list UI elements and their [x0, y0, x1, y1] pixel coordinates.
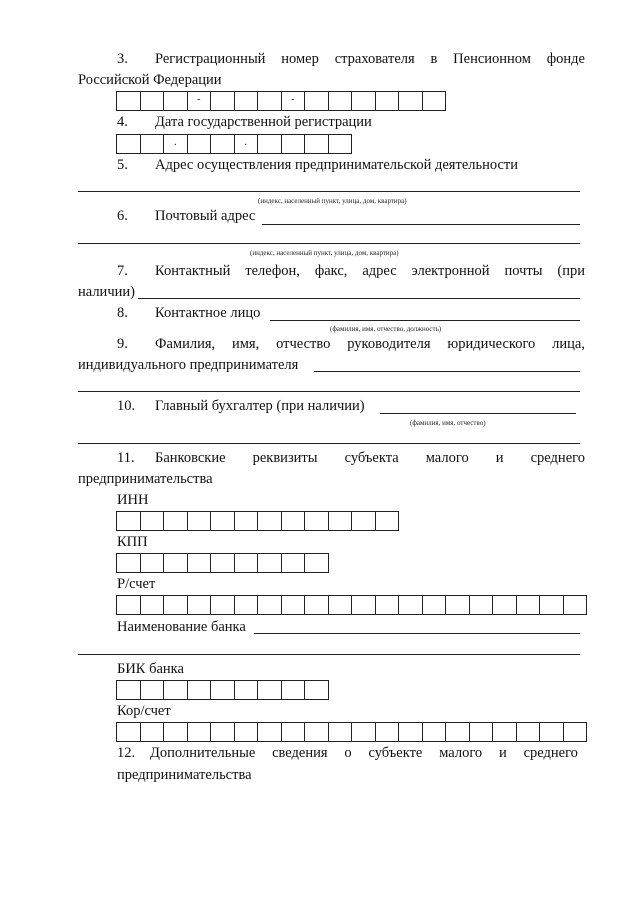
rs-label: Р/счет: [117, 576, 156, 592]
postal-address-line-2[interactable]: [78, 243, 580, 244]
input-cell[interactable]: [187, 553, 212, 573]
input-cell[interactable]: .: [234, 134, 259, 154]
inn-grid[interactable]: [116, 511, 399, 531]
bank-name-line-1[interactable]: [254, 633, 580, 634]
s9-word: Фамилия,: [155, 336, 216, 352]
input-cell[interactable]: [234, 91, 259, 111]
settlement-account-grid[interactable]: [116, 595, 587, 615]
input-cell[interactable]: [140, 91, 165, 111]
input-cell[interactable]: -: [187, 91, 212, 111]
input-cell[interactable]: [234, 722, 259, 742]
s3-word: Регистрационный: [155, 51, 266, 67]
input-cell[interactable]: [210, 511, 235, 531]
input-cell[interactable]: [445, 722, 470, 742]
kpp-grid[interactable]: [116, 553, 329, 573]
s7-word: телефон,: [245, 263, 300, 279]
s11-word: и: [495, 450, 504, 466]
input-cell[interactable]: [351, 722, 376, 742]
input-cell[interactable]: [492, 595, 517, 615]
input-cell[interactable]: [539, 722, 564, 742]
input-cell[interactable]: [398, 595, 423, 615]
input-cell[interactable]: [163, 91, 188, 111]
s11-label-line1: [155, 450, 585, 467]
input-cell[interactable]: [187, 680, 212, 700]
s4-number: 4.: [117, 114, 128, 130]
s9-word: юридического: [447, 336, 536, 352]
s5-label: Адрес осуществления предпринимательской деятельности: [155, 157, 519, 173]
input-cell[interactable]: [257, 595, 282, 615]
bik-grid[interactable]: [116, 680, 329, 700]
input-cell[interactable]: [116, 595, 141, 615]
input-cell[interactable]: [163, 722, 188, 742]
input-cell[interactable]: [234, 553, 259, 573]
input-cell[interactable]: [257, 134, 282, 154]
ks-label: Кор/счет: [117, 703, 171, 719]
s11-word: субъекта: [344, 450, 399, 466]
input-cell[interactable]: [234, 680, 259, 700]
s8-label: Контактное лицо: [155, 305, 261, 321]
input-cell[interactable]: [375, 511, 400, 531]
s7-label-line2: наличии): [78, 284, 135, 300]
s9-label-line1: [155, 336, 585, 353]
input-cell[interactable]: [328, 595, 353, 615]
input-cell[interactable]: [116, 722, 141, 742]
s6-hint: (индекс, населенный пункт, улица, дом, квартира): [250, 249, 399, 257]
input-cell[interactable]: [422, 91, 447, 111]
input-cell[interactable]: [281, 553, 306, 573]
input-cell[interactable]: [281, 680, 306, 700]
s7-number: 7.: [117, 263, 128, 279]
input-cell[interactable]: [375, 91, 400, 111]
contact-phone-line[interactable]: [138, 298, 580, 299]
bik-label: БИК банка: [117, 661, 184, 677]
s11-word: среднего: [530, 450, 585, 466]
input-cell[interactable]: [140, 722, 165, 742]
input-cell[interactable]: [234, 511, 259, 531]
input-cell[interactable]: [469, 722, 494, 742]
s12-word: о: [344, 745, 352, 761]
s5-hint: (индекс, населенный пункт, улица, дом, квартира): [258, 197, 407, 205]
s7-word: почты: [504, 263, 543, 279]
s10-hint: (фамилия, имя, отчество): [410, 419, 486, 427]
input-cell[interactable]: [516, 722, 541, 742]
s3-word: номер: [281, 51, 319, 67]
s9-word: имя,: [232, 336, 260, 352]
input-cell[interactable]: [328, 134, 353, 154]
input-cell[interactable]: [140, 680, 165, 700]
input-cell[interactable]: [304, 91, 329, 111]
input-cell[interactable]: [116, 553, 141, 573]
s7-word: адрес: [362, 263, 397, 279]
s9-label-line2: индивидуального предпринимателя: [78, 357, 299, 373]
input-cell[interactable]: [351, 595, 376, 615]
input-cell[interactable]: [375, 722, 400, 742]
director-name-line-2[interactable]: [78, 391, 580, 392]
s6-number: 6.: [117, 208, 128, 224]
s11-word: малого: [425, 450, 469, 466]
input-cell[interactable]: [163, 595, 188, 615]
s9-number: 9.: [117, 336, 128, 352]
input-cell[interactable]: [257, 553, 282, 573]
s12-word: среднего: [523, 745, 578, 761]
business-address-line[interactable]: [78, 191, 580, 192]
input-cell[interactable]: [304, 553, 329, 573]
input-cell[interactable]: [140, 595, 165, 615]
correspondent-account-grid[interactable]: [116, 722, 587, 742]
input-cell[interactable]: .: [163, 134, 188, 154]
kpp-label: КПП: [117, 534, 148, 550]
bank-name-label: Наименование банка: [117, 619, 246, 635]
input-cell[interactable]: [422, 595, 447, 615]
s3-number: 3.: [117, 51, 128, 67]
input-cell[interactable]: [351, 511, 376, 531]
input-cell[interactable]: [281, 722, 306, 742]
input-cell[interactable]: [304, 595, 329, 615]
postal-address-line-1[interactable]: [262, 224, 580, 225]
s3-word: фонде: [546, 51, 585, 67]
input-cell[interactable]: [163, 511, 188, 531]
input-cell[interactable]: [304, 134, 329, 154]
input-cell[interactable]: [492, 722, 517, 742]
chief-accountant-line[interactable]: [380, 413, 576, 414]
s7-word: электронной: [411, 263, 490, 279]
s12-label-line1: [150, 745, 578, 762]
input-cell[interactable]: [210, 553, 235, 573]
s3-label-line2: Российской Федерации: [78, 72, 222, 88]
contact-person-line[interactable]: [270, 320, 580, 321]
input-cell[interactable]: [187, 511, 212, 531]
s7-word: (при: [557, 263, 585, 279]
input-cell[interactable]: [210, 91, 235, 111]
s3-word: Пенсионном: [453, 51, 531, 67]
s12-word: малого: [439, 745, 483, 761]
input-cell[interactable]: [116, 680, 141, 700]
s11-word: Банковские: [155, 450, 226, 466]
input-cell[interactable]: -: [281, 91, 306, 111]
input-cell[interactable]: [210, 134, 235, 154]
input-cell[interactable]: [234, 595, 259, 615]
input-cell[interactable]: [116, 91, 141, 111]
input-cell[interactable]: [281, 134, 306, 154]
input-cell[interactable]: [398, 91, 423, 111]
input-cell[interactable]: [445, 595, 470, 615]
input-cell[interactable]: [281, 511, 306, 531]
s3-label-line1: [155, 51, 585, 68]
s11-number: 11.: [117, 450, 135, 466]
inn-label: ИНН: [117, 492, 149, 508]
input-cell[interactable]: [210, 722, 235, 742]
s3-word: в: [430, 51, 438, 67]
s7-word: факс,: [314, 263, 348, 279]
input-cell[interactable]: [187, 722, 212, 742]
input-cell[interactable]: [257, 680, 282, 700]
s7-word: Контактный: [155, 263, 231, 279]
input-cell[interactable]: [210, 595, 235, 615]
s12-word: субъекте: [368, 745, 423, 761]
registration-date-grid[interactable]: [116, 134, 352, 154]
s12-number: 12.: [117, 745, 136, 761]
chief-accountant-line-2[interactable]: [78, 443, 580, 444]
input-cell[interactable]: [328, 722, 353, 742]
director-name-line-1[interactable]: [314, 371, 580, 372]
s9-word: лица,: [552, 336, 585, 352]
s12-label-line2: предпринимательства: [117, 767, 252, 783]
input-cell[interactable]: [328, 511, 353, 531]
input-cell[interactable]: [257, 91, 282, 111]
pfr-registration-number-grid[interactable]: [116, 91, 446, 111]
input-cell[interactable]: [116, 134, 141, 154]
input-cell[interactable]: [140, 134, 165, 154]
input-cell[interactable]: [563, 595, 588, 615]
input-cell[interactable]: [304, 680, 329, 700]
input-cell[interactable]: [539, 595, 564, 615]
input-cell[interactable]: [304, 511, 329, 531]
s4-label: Дата государственной регистрации: [155, 114, 372, 130]
s11-word: реквизиты: [252, 450, 318, 466]
input-cell[interactable]: [140, 511, 165, 531]
s9-word: руководителя: [347, 336, 431, 352]
s12-word: сведения: [272, 745, 328, 761]
input-cell[interactable]: [116, 511, 141, 531]
s5-number: 5.: [117, 157, 128, 173]
s8-number: 8.: [117, 305, 128, 321]
input-cell[interactable]: [351, 91, 376, 111]
s11-label-line2: предпринимательства: [78, 471, 213, 487]
input-cell[interactable]: [398, 722, 423, 742]
input-cell[interactable]: [257, 722, 282, 742]
input-cell[interactable]: [281, 595, 306, 615]
input-cell[interactable]: [187, 595, 212, 615]
input-cell[interactable]: [563, 722, 588, 742]
input-cell[interactable]: [210, 680, 235, 700]
s10-number: 10.: [117, 398, 136, 414]
input-cell[interactable]: [328, 91, 353, 111]
input-cell[interactable]: [163, 553, 188, 573]
bank-name-line-2[interactable]: [78, 654, 580, 655]
input-cell[interactable]: [422, 722, 447, 742]
s12-word: Дополнительные: [150, 745, 256, 761]
input-cell[interactable]: [469, 595, 494, 615]
s9-word: отчество: [276, 336, 331, 352]
input-cell[interactable]: [516, 595, 541, 615]
s12-word: и: [498, 745, 507, 761]
input-cell[interactable]: [187, 134, 212, 154]
input-cell[interactable]: [257, 511, 282, 531]
s6-label: Почтовый адрес: [155, 208, 256, 224]
input-cell[interactable]: [140, 553, 165, 573]
input-cell[interactable]: [163, 680, 188, 700]
s8-hint: (фамилия, имя, отчество, должность): [330, 325, 442, 333]
s7-label-line1: [155, 263, 585, 280]
input-cell[interactable]: [304, 722, 329, 742]
input-cell[interactable]: [375, 595, 400, 615]
s3-word: страхователя: [334, 51, 415, 67]
s10-label: Главный бухгалтер (при наличии): [155, 398, 365, 414]
